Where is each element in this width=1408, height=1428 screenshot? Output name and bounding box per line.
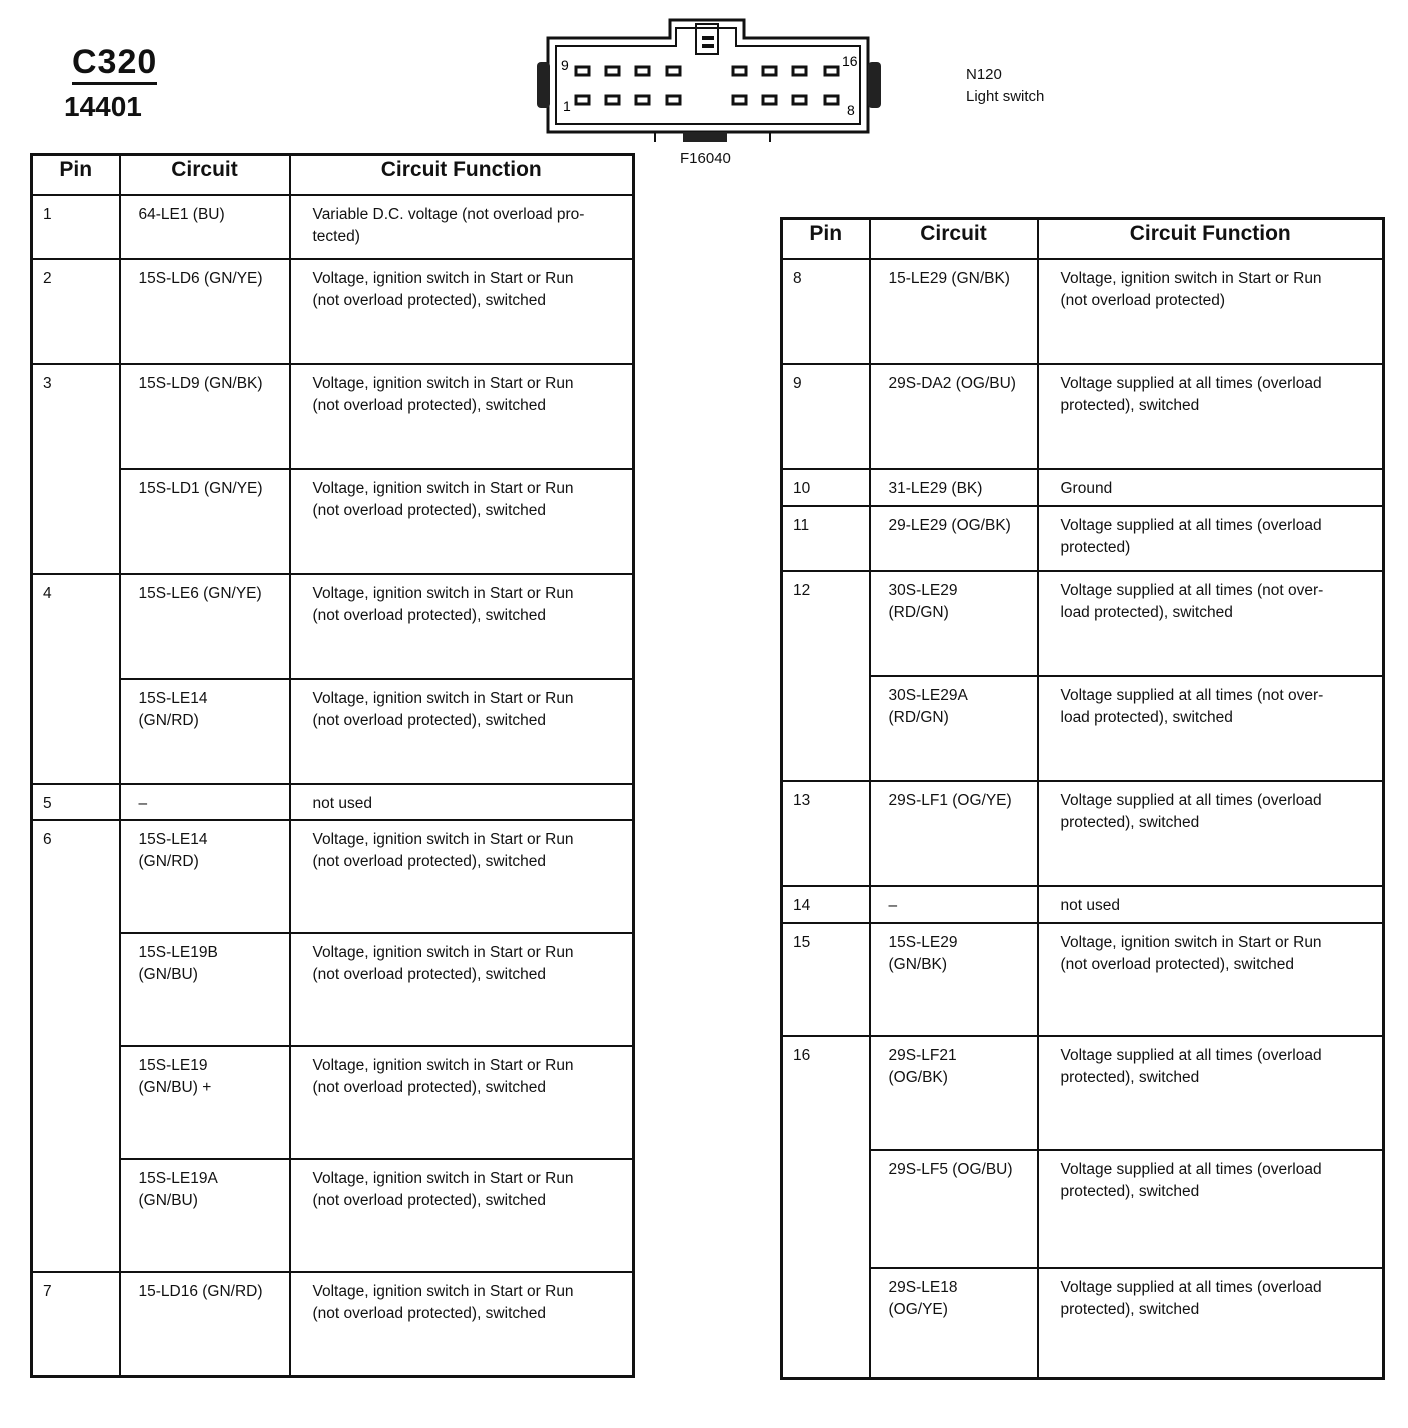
circuit-cell: 29S-LE18 (OG/YE) xyxy=(870,1268,1038,1378)
function-cell: Voltage, ignition switch in Start or Run (not overload protected), switched xyxy=(290,574,634,679)
function-cell: Voltage, ignition switch in Start or Run (not overload protected), switched xyxy=(290,1159,634,1272)
function-cell: Ground xyxy=(1038,469,1384,506)
table-row xyxy=(782,364,1384,469)
table-row xyxy=(32,259,634,364)
function-cell: Voltage, ignition switch in Start or Run (not overload protected), switched xyxy=(290,679,634,784)
pin-cell: 10 xyxy=(782,469,870,506)
pin-cell: 5 xyxy=(32,784,120,820)
table-row xyxy=(32,784,634,820)
table-row xyxy=(32,679,634,784)
pin-cell: 3 xyxy=(32,364,120,574)
table-row xyxy=(32,1159,634,1272)
col-circuit: Circuit xyxy=(870,219,1038,260)
function-cell: Voltage supplied at all times (not over- load protected), switched xyxy=(1038,676,1384,781)
table-header-row xyxy=(782,219,1384,260)
circuit-cell: 15S-LE6 (GN/YE) xyxy=(120,574,290,679)
circuit-cell: 30S-LE29A (RD/GN) xyxy=(870,676,1038,781)
function-cell: Voltage, ignition switch in Start or Run (not overload protected), switched xyxy=(290,259,634,364)
circuit-cell: 29S-LF1 (OG/YE) xyxy=(870,781,1038,886)
table-row xyxy=(782,259,1384,364)
circuit-cell: 29S-DA2 (OG/BU) xyxy=(870,364,1038,469)
pin-table-left xyxy=(30,153,635,1378)
table-row xyxy=(32,195,634,259)
pin-cell: 13 xyxy=(782,781,870,886)
function-cell: Voltage supplied at all times (overload protected), switched xyxy=(1038,364,1384,469)
pin-cell: 6 xyxy=(32,820,120,1272)
circuit-cell: 15S-LE19B (GN/BU) xyxy=(120,933,290,1046)
pin-cell: 14 xyxy=(782,886,870,923)
table-header-row xyxy=(32,155,634,196)
pin-table-right xyxy=(780,217,1385,1380)
pin-cell: 11 xyxy=(782,506,870,571)
function-cell: Variable D.C. voltage (not overload pro- tected) xyxy=(290,195,634,259)
connector-face-diagram xyxy=(530,14,890,146)
table-row xyxy=(782,571,1384,676)
circuit-cell: 30S-LE29 (RD/GN) xyxy=(870,571,1038,676)
col-function: Circuit Function xyxy=(290,155,634,196)
function-cell: Voltage, ignition switch in Start or Run (not overload protected), switched xyxy=(290,364,634,469)
circuit-cell: – xyxy=(120,784,290,820)
function-cell: Voltage, ignition switch in Start or Run (not overload protected), switched xyxy=(290,933,634,1046)
pin-label-16: 16 xyxy=(842,53,858,69)
circuit-cell: 15S-LE14 (GN/RD) xyxy=(120,820,290,933)
table-row xyxy=(32,933,634,1046)
pin-cell: 7 xyxy=(32,1272,120,1376)
part-number: 14401 xyxy=(64,91,142,122)
table-row xyxy=(32,574,634,679)
pin-cell: 15 xyxy=(782,923,870,1036)
table-row xyxy=(782,469,1384,506)
circuit-cell: – xyxy=(870,886,1038,923)
function-cell: Voltage, ignition switch in Start or Run (not overload protected), switched xyxy=(290,1272,634,1376)
table-row xyxy=(782,1150,1384,1268)
pin-label-8: 8 xyxy=(847,102,855,118)
circuit-cell: 29S-LF5 (OG/BU) xyxy=(870,1150,1038,1268)
col-circuit: Circuit xyxy=(120,155,290,196)
table-row xyxy=(782,676,1384,781)
table-row xyxy=(32,364,634,469)
function-cell: not used xyxy=(290,784,634,820)
col-pin: Pin xyxy=(782,219,870,260)
pin-cell: 4 xyxy=(32,574,120,784)
pin-label-1: 1 xyxy=(563,98,571,114)
function-cell: Voltage supplied at all times (overload protected), switched xyxy=(1038,1268,1384,1378)
function-cell: Voltage, ignition switch in Start or Run (not overload protected), switched xyxy=(290,469,634,574)
table-row xyxy=(782,1036,1384,1150)
connector-code: F16040 xyxy=(680,150,731,167)
pin-cell: 9 xyxy=(782,364,870,469)
table-row xyxy=(782,781,1384,886)
circuit-cell: 15S-LE19A (GN/BU) xyxy=(120,1159,290,1272)
function-cell: Voltage, ignition switch in Start or Run (not overload protected), switched xyxy=(290,820,634,933)
component-name: Light switch xyxy=(966,88,1045,105)
pin-label-9: 9 xyxy=(561,57,569,73)
circuit-cell: 15S-LD9 (GN/BK) xyxy=(120,364,290,469)
table-row xyxy=(32,820,634,933)
circuit-cell: 15-LD16 (GN/RD) xyxy=(120,1272,290,1376)
table-row xyxy=(782,506,1384,571)
col-pin: Pin xyxy=(32,155,120,196)
circuit-cell: 31-LE29 (BK) xyxy=(870,469,1038,506)
component-label xyxy=(966,64,1044,108)
circuit-cell: 64-LE1 (BU) xyxy=(120,195,290,259)
function-cell: Voltage supplied at all times (not over- load protected), switched xyxy=(1038,571,1384,676)
table-row xyxy=(32,1272,634,1376)
function-cell: Voltage supplied at all times (overload protected), switched xyxy=(1038,1150,1384,1268)
col-function: Circuit Function xyxy=(1038,219,1384,260)
function-cell: not used xyxy=(1038,886,1384,923)
circuit-cell: 29S-LF21 (OG/BK) xyxy=(870,1036,1038,1150)
table-row xyxy=(782,1268,1384,1378)
circuit-cell: 15S-LE19 (GN/BU) + xyxy=(120,1046,290,1159)
function-cell: Voltage, ignition switch in Start or Run (not overload protected), switched xyxy=(1038,923,1384,1036)
circuit-cell: 29-LE29 (OG/BK) xyxy=(870,506,1038,571)
circuit-cell: 15S-LD6 (GN/YE) xyxy=(120,259,290,364)
pin-cell: 16 xyxy=(782,1036,870,1378)
function-cell: Voltage, ignition switch in Start or Run (not overload protected) xyxy=(1038,259,1384,364)
component-id: N120 xyxy=(966,66,1002,83)
table-row xyxy=(782,886,1384,923)
circuit-cell: 15S-LE29 (GN/BK) xyxy=(870,923,1038,1036)
function-cell: Voltage, ignition switch in Start or Run (not overload protected), switched xyxy=(290,1046,634,1159)
circuit-cell: 15S-LE14 (GN/RD) xyxy=(120,679,290,784)
pin-cell: 2 xyxy=(32,259,120,364)
function-cell: Voltage supplied at all times (overload protected) xyxy=(1038,506,1384,571)
connector-title: C320 xyxy=(72,44,157,85)
circuit-cell: 15S-LD1 (GN/YE) xyxy=(120,469,290,574)
function-cell: Voltage supplied at all times (overload protected), switched xyxy=(1038,1036,1384,1150)
function-cell: Voltage supplied at all times (overload protected), switched xyxy=(1038,781,1384,886)
pin-cell: 8 xyxy=(782,259,870,364)
pin-cell: 12 xyxy=(782,571,870,781)
circuit-cell: 15-LE29 (GN/BK) xyxy=(870,259,1038,364)
table-row xyxy=(782,923,1384,1036)
table-row xyxy=(32,469,634,574)
pin-cell: 1 xyxy=(32,195,120,259)
table-row xyxy=(32,1046,634,1159)
